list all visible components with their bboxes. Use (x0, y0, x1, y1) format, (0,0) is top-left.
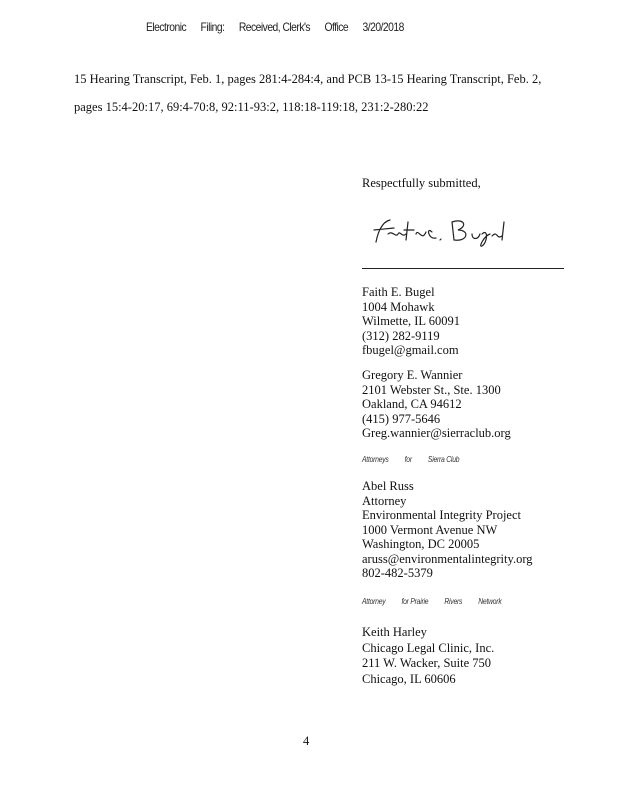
header-filing: Filing: (200, 20, 225, 34)
attorney-city: Chicago, IL 60606 (362, 671, 456, 686)
attorney-street: 1004 Mohawk (362, 299, 435, 314)
signature-line (362, 268, 564, 269)
header-date: 3/20/2018 (362, 20, 404, 34)
attorney-email: fbugel@gmail.com (362, 343, 459, 357)
attorney-street: 2101 Webster St., Ste. 1300 (362, 382, 501, 397)
attorneys-for-sierra-club-label (362, 454, 474, 464)
attorney-city: Wilmette, IL 60091 (362, 314, 460, 328)
label-word: Attorney (362, 596, 386, 606)
attorney-block-bugel (362, 285, 460, 358)
attorney-email: aruss@environmentalintegrity.org (362, 551, 533, 566)
attorney-name: Abel Russ (362, 479, 414, 493)
attorney-email: Greg.wannier@sierraclub.org (362, 426, 511, 440)
header-office: Office (324, 20, 349, 34)
label-word: Attorneys (362, 454, 389, 464)
label-word: for (404, 454, 412, 464)
attorney-block-wannier (362, 368, 511, 441)
attorney-street: 1000 Vermont Avenue NW (362, 522, 498, 537)
filing-header (146, 20, 416, 34)
attorney-phone: (415) 977-5646 (362, 411, 441, 426)
attorney-street: 211 W. Wacker, Suite 750 (362, 656, 492, 670)
label-word: for Prairie (401, 596, 429, 606)
attorney-org: Chicago Legal Clinic, Inc. (362, 640, 495, 655)
attorney-city: Oakland, CA 94612 (362, 397, 462, 411)
header-electronic: Electronic (146, 20, 187, 34)
body-line-1: 15 Hearing Transcript, Feb. 1, pages 281:4-284:4, and PCB 13-15 Hearing Transcript, Feb. 2, (74, 72, 542, 86)
attorney-block-russ (362, 479, 533, 581)
attorney-name: Faith E. Bugel (362, 285, 435, 299)
label-word: Sierra Club (427, 454, 460, 464)
attorney-title: Attorney (362, 493, 407, 508)
label-word: Network (478, 596, 502, 606)
attorney-phone: 802-482-5379 (362, 566, 433, 580)
label-word: Rivers (444, 596, 463, 606)
attorney-city: Washington, DC 20005 (362, 537, 480, 551)
attorney-for-prairie-rivers-label (362, 596, 516, 606)
attorney-block-harley (362, 625, 494, 687)
attorney-phone: (312) 282-9119 (362, 328, 440, 343)
attorney-name: Gregory E. Wannier (362, 368, 463, 382)
handwritten-signature (368, 212, 508, 252)
header-received: Received, Clerk's (238, 20, 311, 34)
page-number: 4 (303, 734, 310, 748)
body-line-2: pages 15:4-20:17, 69:4-70:8, 92:11-93:2, 118:18-119:18, 231:2-280:22 (74, 100, 429, 114)
attorney-name: Keith Harley (362, 625, 427, 639)
closing-text: Respectfully submitted, (362, 176, 481, 190)
attorney-org: Environmental Integrity Project (362, 508, 521, 522)
